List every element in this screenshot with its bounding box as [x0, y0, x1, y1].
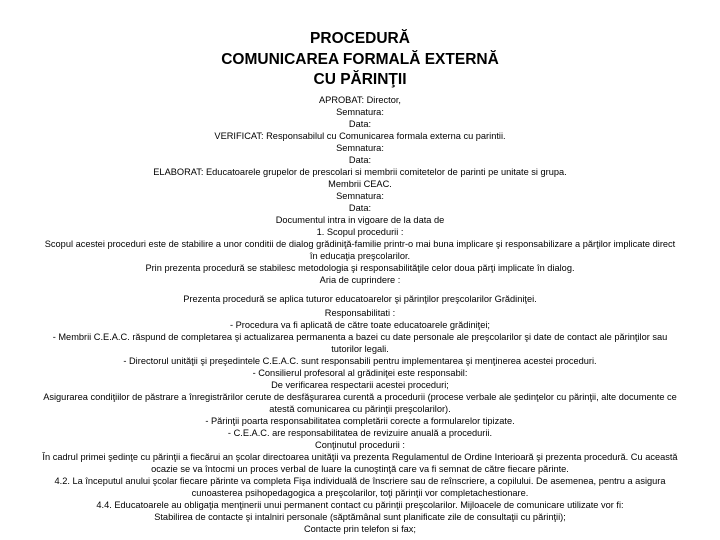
approved-by: APROBAT: Director, [318, 95, 402, 105]
document-title-line-2: COMUNICAREA FORMALĂ EXTERNĂ [221, 51, 499, 68]
paragraph-line: În cadrul primei şedinţe cu părinţii a fiecărui an şcolar directoarea unităţii va prezenta Regulamentul de Ordine Interioară şi prezenta procedură. Cu această [42, 452, 678, 462]
paragraph-line: Contacte prin telefon si fax; [303, 524, 417, 534]
effective-date: Documentul intra in vigoare de la data de [275, 215, 445, 225]
section-heading-scope: 1. Scopul procedurii : [316, 227, 404, 237]
paragraph-line: ocazie se va întocmi un proces verbal de luare la cunoştinţă care va fi semnat de către fiecare părinte. [151, 464, 569, 474]
list-item: - Procedura va fi aplicată de către toate educatoarele grădiniţei; [229, 320, 491, 330]
paragraph-line: 4.2. La începutul anului şcolar fiecare părinte va completa Fişa individuală de înscriere sau de reînscriere, a copilului. De asemenea, pentru a asigura [54, 476, 666, 486]
paragraph-line: cunoasterea psihopedagogica a preşcolarilor, toţi părinţii vor completachestionare. [191, 488, 529, 498]
paragraph-line: 4.4. Educatoarele au obligaţia menţinerii unui permanent contact cu părinţii preşcolarilor. Mijloacele de comunicare utilizate vor fi: [96, 500, 624, 510]
section-heading-scope-area: Aria de cuprindere : [319, 275, 401, 285]
date-label: Data: [348, 203, 372, 213]
section-heading-content: Conţinutul procedurii : [315, 440, 405, 450]
list-item: - Directorul unităţii şi preşedintele C.E.A.C. sunt responsabili pentru implementarea şi menţinerea acestei proceduri. [123, 356, 597, 366]
document-title-line-3: CU PĂRINŢII [313, 71, 407, 88]
list-item-continued: tutorilor legali. [331, 344, 389, 354]
list-item: - Părinţii poarta responsabilitatea completării corecte a formularelor tipizate. [205, 416, 515, 426]
ceac-members: Membrii CEAC. [328, 179, 392, 189]
date-label: Data: [348, 119, 372, 129]
list-item: - Consilierul profesoral al grădiniţei este responsabil: [252, 368, 468, 378]
verified-by: VERIFICAT: Responsabilul cu Comunicarea formala externa cu parintii. [214, 131, 506, 141]
paragraph-line: Scopul acestei proceduri este de stabilire a unor conditii de dialog grădiniţă-familie printr-o mai buna implicare şi responsabilizare a părţilor implicate direct [44, 239, 676, 249]
paragraph-line: Prin prezenta procedură se stabilesc metodologia şi responsabilităţile celor doua părţi implicate în dialog. [145, 263, 575, 273]
elaborated-by: ELABORAT: Educatoarele grupelor de prescolari si membrii comitetelor de parinti pe unitate si grupa. [153, 167, 567, 177]
date-label: Data: [348, 155, 372, 165]
paragraph-line: Prezenta procedură se aplica tuturor educatoarelor şi părinţilor preşcolarilor Grădiniţei. [183, 294, 537, 304]
signature-label: Semnatura: [336, 143, 384, 153]
signature-label: Semnatura: [336, 191, 384, 201]
list-item: - Membrii C.E.A.C. răspund de completarea şi actualizarea permanenta a bazei cu date personale ale preşcolarilor şi date de contact ale părinţilor sau [52, 332, 668, 342]
list-item: Asigurarea condiţiilor de păstrare a înregistrărilor cerute de desfăşurarea curentă a procedurii (procese verbale ale şedinţelor cu părinţii, alte documente ce [43, 392, 677, 402]
section-heading-responsibilities: Responsabilitati : [324, 308, 396, 318]
document-title-line-1: PROCEDURĂ [310, 30, 410, 47]
paragraph-line: în educaţia preşcolarilor. [309, 251, 411, 261]
list-item-continued: atestă comunicarea cu părinţii preşcolarilor). [269, 404, 451, 414]
signature-label: Semnatura: [336, 107, 384, 117]
list-item: - C.E.A.C. are responsabilitatea de revizuire anuală a procedurii. [227, 428, 493, 438]
paragraph-line: Stabilirea de contacte şi intalniri personale (săptămânal sunt planificate zile de consultaţii cu părinţii); [154, 512, 566, 522]
list-item: De verificarea respectarii acestei proceduri; [271, 380, 449, 390]
